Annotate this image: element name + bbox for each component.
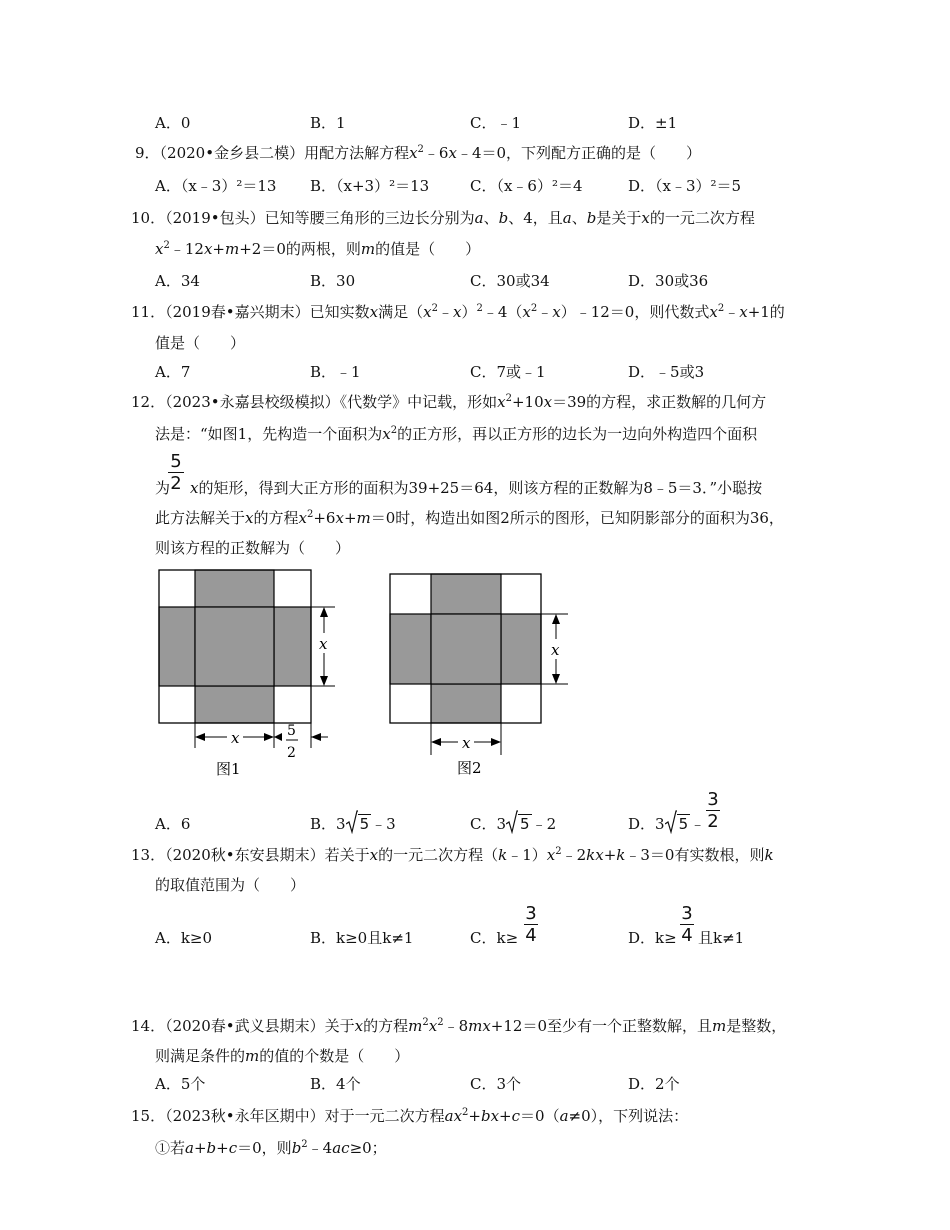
q11-option-b: B．﹣1 xyxy=(310,363,361,381)
q13-option-b: B．k≥0且k≠1 xyxy=(310,929,414,947)
q13-option-d-suffix: 且k≠1 xyxy=(698,929,745,947)
q12-option-c: C．3 5 ﹣2 xyxy=(470,814,556,834)
q8-option-b: B．1 xyxy=(310,114,346,132)
q14-option-a: A．5个 xyxy=(155,1075,206,1093)
q13-option-d: D．k≥ xyxy=(628,929,677,947)
q8-option-c: C．﹣1 xyxy=(470,114,522,132)
q13-option-c-fraction: 3 4 xyxy=(525,903,537,946)
q12-stem-line5: 则该方程的正数解为（ ） xyxy=(155,539,351,557)
q8-option-d: D．±1 xyxy=(628,114,678,132)
q12-stem-line1: 12．（2023•永嘉县校级模拟）《代数学》中记载，形如$x^2+10x=39$的方程，求正数解的几何方 xyxy=(131,393,767,411)
q12-fraction-five-halves: 5 2 xyxy=(168,452,184,493)
q12-option-b: B．3 5 ﹣3 xyxy=(310,814,396,834)
fig1-frac-den: 2 xyxy=(287,745,296,761)
fig2-caption: 图2 xyxy=(457,759,482,777)
q12-option-a: A．6 xyxy=(155,815,191,833)
q12-figure-1 xyxy=(150,563,350,783)
q12-figure-2 xyxy=(380,565,580,780)
fig2-x-label-vertical: x xyxy=(551,641,560,659)
fig2-x-label-horizontal: x xyxy=(462,734,471,752)
q10-option-d: D．30或36 xyxy=(628,272,709,290)
q9-option-a: A．（x﹣3）²＝13 xyxy=(155,177,277,195)
q9-stem: 9．（2020•金乡县二模）用配方法解方程$x^2﹣6x﹣4=0$，下列配方正确的是（ ） xyxy=(135,144,702,162)
q12-stem-line3: 为 x的矩形，得到大正方形的面积为39+25＝64，则该方程的正数解为8﹣5＝3．”小聪按 xyxy=(155,479,763,497)
q14-stem-line1: 14．（2020春•武义县期末）关于x的方程$m^2x^2﹣8mx+12=0$至少有一个正整数解，且m是整数， xyxy=(131,1017,787,1035)
q10-stem-line2: $x^2﹣12x+m+2=0$的两根，则m的值是（ ） xyxy=(155,240,481,258)
q9-option-b: B．（x+3）²＝13 xyxy=(310,177,430,195)
fig1-x-label-horizontal: x xyxy=(231,729,240,747)
q13-stem-line2: 的取值范围为（ ） xyxy=(155,876,306,894)
q10-option-a: A．34 xyxy=(155,272,200,290)
q12-option-d: D．3 5 ﹣ xyxy=(628,814,705,834)
q14-option-c: C．3个 xyxy=(470,1075,522,1093)
q10-option-c: C．30或34 xyxy=(470,272,550,290)
q13-stem-line1: 13．（2020秋•东安县期末）若关于x的一元二次方程$(k﹣1)x^2﹣2kx+k﹣3=0$有实数根，则k xyxy=(131,846,774,864)
q11-option-d: D．﹣5或3 xyxy=(628,363,705,381)
q15-stem-line1: 15．（2023秋•永年区期中）对于一元二次方程$ax^2+bx+c=0(a\ne 0)$，下列说法： xyxy=(131,1107,689,1125)
q14-option-d: D．2个 xyxy=(628,1075,680,1093)
q11-option-a: A．7 xyxy=(155,363,191,381)
q11-stem-line1: 11．（2019春•嘉兴期末）已知实数x满足$(x^2﹣x)^2﹣4(x^2﹣x)﹣12=0$，则代数式$x^2﹣x+1$的 xyxy=(131,303,785,321)
q14-stem-line2: 则满足条件的m的值的个数是（ ） xyxy=(155,1047,410,1065)
q13-option-a: A．k≥0 xyxy=(155,929,213,947)
q8-option-a: A．0 xyxy=(155,114,191,132)
q13-option-d-fraction: 3 4 xyxy=(681,903,693,946)
q9-option-d: D．（x﹣3）²＝5 xyxy=(628,177,742,195)
q15-item-1: ①若a+b+c＝0，则$b^2﹣4ac\ge 0$； xyxy=(155,1139,387,1157)
fig1-caption: 图1 xyxy=(216,760,241,778)
q10-option-b: B．30 xyxy=(310,272,356,290)
q14-option-b: B．4个 xyxy=(310,1075,361,1093)
fig1-frac-num: 5 xyxy=(287,723,296,739)
fig1-x-label-vertical: x xyxy=(319,635,328,653)
q11-stem-line2: 值是（ ） xyxy=(155,334,246,352)
q10-stem-line1: 10．（2019•包头）已知等腰三角形的三边长分别为a、b、4，且a、b是关于x的一元二次方程 xyxy=(131,209,755,227)
q11-option-c: C．7或﹣1 xyxy=(470,363,546,381)
q12-option-d-fraction: 3 2 xyxy=(707,789,719,832)
q12-stem-line2: 法是：“如图1，先构造一个面积为$x^2$的正方形，再以正方形的边长为一边向外构造四个面积 xyxy=(155,425,758,443)
q12-stem-line4: 此方法解关于x的方程$x^2+6x+m=0$时，构造出如图2所示的图形，已知阴影部分的面积为36， xyxy=(155,509,784,527)
q13-option-c: C．k≥ xyxy=(470,929,519,947)
q9-option-c: C．（x﹣6）²＝4 xyxy=(470,177,583,195)
